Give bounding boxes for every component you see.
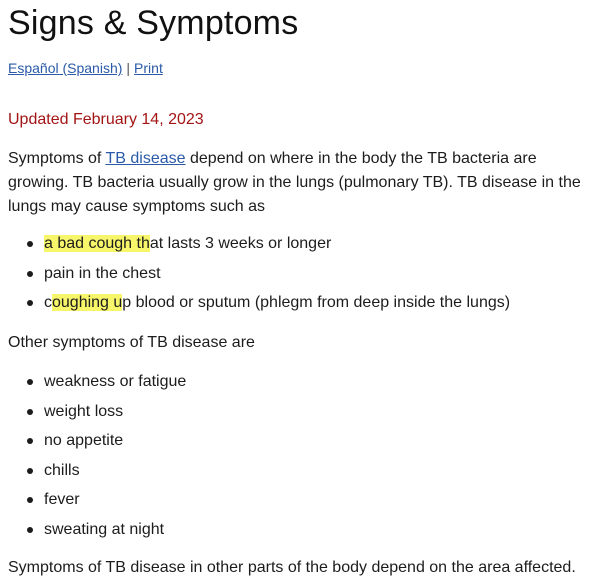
list-item — [8, 262, 510, 292]
tb-disease-link[interactable]: TB disease — [105, 150, 186, 167]
list-item — [8, 518, 186, 548]
other-symptoms-intro: Other symptoms of TB disease are — [8, 334, 255, 351]
list-item-text: fever — [44, 491, 80, 508]
bullet-icon — [27, 379, 33, 385]
spanish-link[interactable]: Español (Spanish) — [8, 60, 123, 76]
bullet-icon — [27, 527, 33, 533]
list-item — [8, 370, 186, 400]
list-item — [8, 291, 510, 321]
updated-date: Updated February 14, 2023 — [8, 111, 204, 128]
list-item-text: chills — [44, 461, 80, 479]
list-item-text: weight loss — [44, 402, 124, 420]
list-item-text-pre: pain in the chest — [44, 264, 161, 282]
highlighted-text: oughing u — [52, 294, 123, 311]
list-item-text: sweating at night — [44, 520, 165, 538]
intro-text-start: Symptoms of — [8, 150, 106, 167]
bullet-icon — [27, 409, 33, 415]
list-item — [8, 488, 186, 518]
intro-paragraph — [8, 147, 593, 219]
separator: | — [126, 60, 131, 76]
print-link[interactable]: Print — [134, 60, 163, 76]
intro-text-end: depend on where in the body the TB bacteria are growing. TB bacteria usually grow in the lungs (pulmonary TB). TB disease in the lungs may cause symptoms such as — [8, 150, 581, 215]
bullet-icon — [27, 300, 33, 306]
list-item — [8, 232, 510, 262]
other-symptoms-list — [8, 370, 186, 547]
bullet-icon — [27, 438, 33, 444]
highlighted-text: a bad cough th — [44, 235, 150, 252]
list-item — [8, 400, 186, 430]
list-item-text-post: at lasts 3 weeks or longer — [149, 235, 332, 252]
bullet-icon — [27, 497, 33, 503]
symptoms-list — [8, 232, 510, 321]
list-item-text-post: p blood or sputum (phlegm from deep inside the lungs) — [122, 294, 511, 311]
bullet-icon — [27, 468, 33, 474]
list-item-text: weakness or fatigue — [44, 373, 187, 390]
closing-paragraph: Symptoms of TB disease in other parts of the body depend on the area affected. — [8, 559, 576, 576]
list-item-text: no appetite — [44, 432, 124, 449]
language-bar — [8, 58, 163, 78]
bullet-icon — [27, 271, 33, 277]
bullet-icon — [27, 241, 33, 247]
list-item-text-pre: c — [44, 294, 52, 311]
list-item — [8, 429, 186, 459]
page-title: Signs & Symptoms — [8, 4, 299, 42]
list-item — [8, 459, 186, 489]
